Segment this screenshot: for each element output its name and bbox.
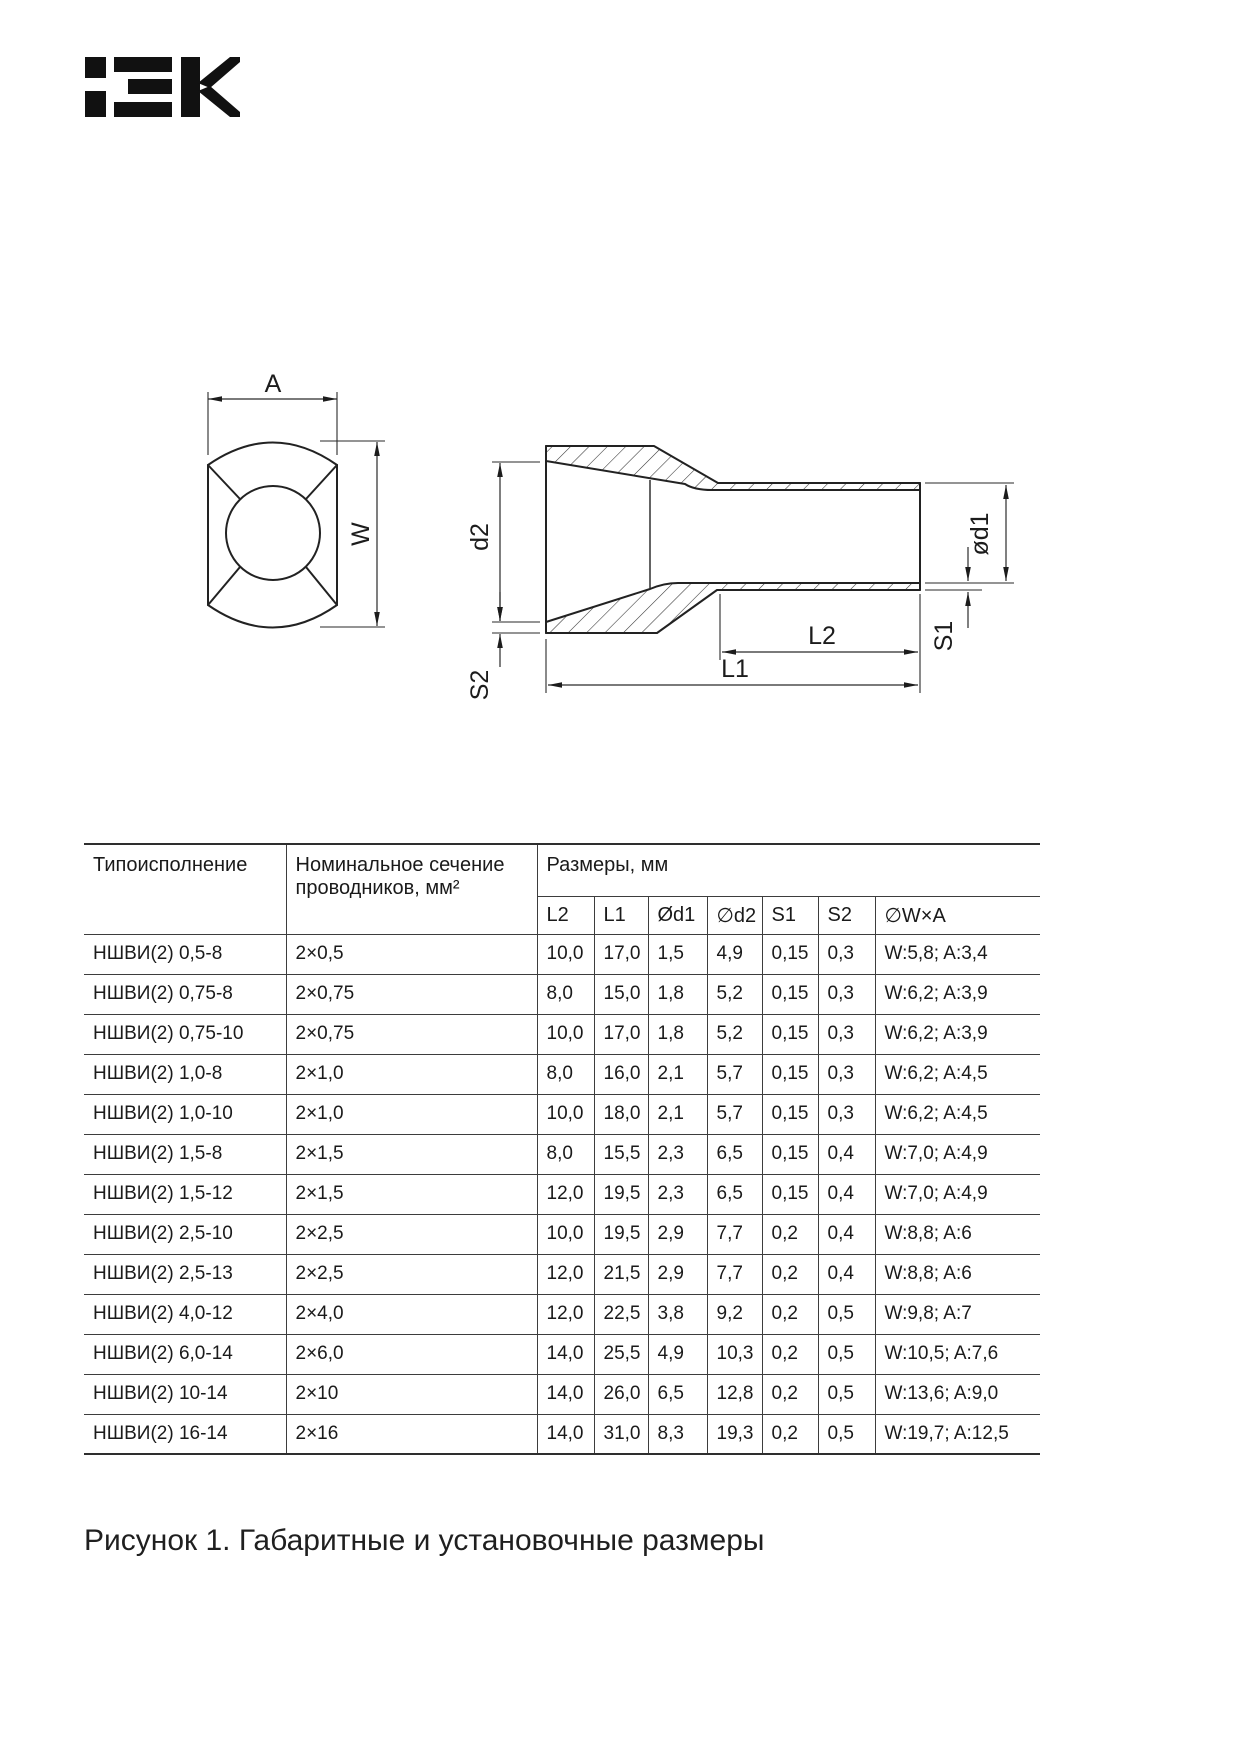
table-cell: W:13,6; A:9,0 <box>875 1374 1040 1414</box>
table-cell: W:6,2; A:4,5 <box>875 1054 1040 1094</box>
table-cell: W:9,8; A:7 <box>875 1294 1040 1334</box>
table-cell: 10,3 <box>707 1334 762 1374</box>
figure-drawing <box>80 330 1060 730</box>
table-cell: 0,15 <box>762 934 818 974</box>
table-cell: НШВИ(2) 1,5-8 <box>84 1134 286 1174</box>
table-cell: 0,4 <box>818 1254 875 1294</box>
table-cell: 0,2 <box>762 1214 818 1254</box>
table-cell: 0,3 <box>818 1054 875 1094</box>
table-cell: 0,15 <box>762 1174 818 1214</box>
table-row <box>84 1414 1040 1454</box>
table-cell: 17,0 <box>594 1014 648 1054</box>
table-cell: 6,5 <box>707 1174 762 1214</box>
table-cell: 2×0,75 <box>286 1014 537 1054</box>
table-cell: 22,5 <box>594 1294 648 1334</box>
table-cell: 2×2,5 <box>286 1214 537 1254</box>
table-cell: 21,5 <box>594 1254 648 1294</box>
table-cell: W:6,2; A:3,9 <box>875 1014 1040 1054</box>
dim-label-w: W <box>347 522 375 546</box>
bottom-wall-section <box>546 583 920 633</box>
side-view <box>466 446 1014 700</box>
table-row <box>84 1294 1040 1334</box>
table-cell: 0,5 <box>818 1374 875 1414</box>
table-cell: W:8,8; A:6 <box>875 1214 1040 1254</box>
table-cell: 14,0 <box>537 1414 594 1454</box>
table-cell: 3,8 <box>648 1294 707 1334</box>
table-cell: 5,2 <box>707 1014 762 1054</box>
table-cell: НШВИ(2) 6,0-14 <box>84 1334 286 1374</box>
table-cell: 2×0,75 <box>286 974 537 1014</box>
table-cell: 2×1,5 <box>286 1174 537 1214</box>
table-cell: 17,0 <box>594 934 648 974</box>
table-cell: 2×4,0 <box>286 1294 537 1334</box>
table-cell: НШВИ(2) 1,0-8 <box>84 1054 286 1094</box>
table-cell: 14,0 <box>537 1374 594 1414</box>
table-cell: 2×16 <box>286 1414 537 1454</box>
table-cell: 4,9 <box>648 1334 707 1374</box>
table-cell: 7,7 <box>707 1254 762 1294</box>
table-cell: 0,5 <box>818 1334 875 1374</box>
table-cell: 2,3 <box>648 1134 707 1174</box>
table-cell: 1,8 <box>648 1014 707 1054</box>
table-cell: 0,5 <box>818 1294 875 1334</box>
iek-logo <box>84 57 244 119</box>
table-row <box>84 1054 1040 1094</box>
table-row <box>84 1374 1040 1414</box>
col-header-section: Номинальное сечение проводников, мм² <box>286 844 537 934</box>
table-cell: 2,1 <box>648 1094 707 1134</box>
table-cell: 7,7 <box>707 1214 762 1254</box>
table-row <box>84 1014 1040 1054</box>
col-header-d2: ∅d2 <box>707 896 762 934</box>
col-header-s1: S1 <box>762 896 818 934</box>
dim-label-d2: d2 <box>466 523 494 551</box>
table-cell: 2×10 <box>286 1374 537 1414</box>
table-cell: W:5,8; A:3,4 <box>875 934 1040 974</box>
table-cell: НШВИ(2) 4,0-12 <box>84 1294 286 1334</box>
table-cell: 0,15 <box>762 1094 818 1134</box>
col-header-d1: Ød1 <box>648 896 707 934</box>
table-cell: 2×2,5 <box>286 1254 537 1294</box>
table-cell: 8,3 <box>648 1414 707 1454</box>
table-cell: 5,7 <box>707 1094 762 1134</box>
table-cell: 1,5 <box>648 934 707 974</box>
table-cell: 2×1,0 <box>286 1054 537 1094</box>
table-cell: 12,0 <box>537 1294 594 1334</box>
table-cell: 15,5 <box>594 1134 648 1174</box>
table-cell: 2,9 <box>648 1254 707 1294</box>
table-cell: 0,4 <box>818 1174 875 1214</box>
table-cell: 31,0 <box>594 1414 648 1454</box>
table-row <box>84 1134 1040 1174</box>
table-cell: W:10,5; A:7,6 <box>875 1334 1040 1374</box>
table-cell: W:8,8; A:6 <box>875 1254 1040 1294</box>
table-cell: 12,0 <box>537 1174 594 1214</box>
table-cell: НШВИ(2) 10-14 <box>84 1374 286 1414</box>
table-cell: 6,5 <box>648 1374 707 1414</box>
col-header-l2: L2 <box>537 896 594 934</box>
table-cell: 9,2 <box>707 1294 762 1334</box>
table-cell: 5,2 <box>707 974 762 1014</box>
table-cell: НШВИ(2) 2,5-10 <box>84 1214 286 1254</box>
table-cell: 0,5 <box>818 1414 875 1454</box>
table-cell: 18,0 <box>594 1094 648 1134</box>
iek-logo-glyphs <box>85 57 240 117</box>
table-cell: 25,5 <box>594 1334 648 1374</box>
table-cell: 14,0 <box>537 1334 594 1374</box>
dimensions-table <box>84 843 1040 1455</box>
table-cell: 15,0 <box>594 974 648 1014</box>
table-cell: 0,3 <box>818 1094 875 1134</box>
table-cell: 4,9 <box>707 934 762 974</box>
table-cell: НШВИ(2) 16-14 <box>84 1414 286 1454</box>
table-cell: НШВИ(2) 0,75-8 <box>84 974 286 1014</box>
table-cell: 0,3 <box>818 974 875 1014</box>
table-cell: W:6,2; A:3,9 <box>875 974 1040 1014</box>
table-cell: 10,0 <box>537 1014 594 1054</box>
table-row <box>84 1254 1040 1294</box>
table-cell: 0,2 <box>762 1414 818 1454</box>
dim-label-l1: L1 <box>721 655 749 683</box>
table-cell: 0,2 <box>762 1334 818 1374</box>
col-header-sizes: Размеры, мм <box>537 844 1040 896</box>
table-row <box>84 1174 1040 1214</box>
table-cell: 0,15 <box>762 974 818 1014</box>
table-cell: НШВИ(2) 0,5-8 <box>84 934 286 974</box>
table-row <box>84 1094 1040 1134</box>
table-cell: 10,0 <box>537 934 594 974</box>
table-cell: 0,4 <box>818 1134 875 1174</box>
col-header-type: Типоисполнение <box>84 844 286 934</box>
dim-label-a: A <box>264 370 282 398</box>
table-cell: 19,5 <box>594 1214 648 1254</box>
table-cell: 0,15 <box>762 1014 818 1054</box>
table-cell: 2×1,0 <box>286 1094 537 1134</box>
table-cell: W:7,0; A:4,9 <box>875 1134 1040 1174</box>
table-cell: 1,8 <box>648 974 707 1014</box>
wire-opening-circle <box>226 486 320 580</box>
col-header-l1: L1 <box>594 896 648 934</box>
table-cell: НШВИ(2) 2,5-13 <box>84 1254 286 1294</box>
dim-label-s1: S1 <box>930 620 958 652</box>
table-cell: W:6,2; A:4,5 <box>875 1094 1040 1134</box>
table-body <box>84 934 1040 1454</box>
table-cell: 5,7 <box>707 1054 762 1094</box>
table-cell: 8,0 <box>537 974 594 1014</box>
table-cell: 2,9 <box>648 1214 707 1254</box>
dim-label-s2: S2 <box>466 669 494 701</box>
table-cell: 2×1,5 <box>286 1134 537 1174</box>
table-cell: 8,0 <box>537 1134 594 1174</box>
table-cell: 19,3 <box>707 1414 762 1454</box>
table-cell: НШВИ(2) 0,75-10 <box>84 1014 286 1054</box>
dim-label-l2: L2 <box>808 622 836 650</box>
front-view <box>208 370 385 628</box>
table-cell: 0,3 <box>818 1014 875 1054</box>
table-cell: 2,3 <box>648 1174 707 1214</box>
table-cell: 16,0 <box>594 1054 648 1094</box>
top-wall-section <box>546 446 920 490</box>
table-cell: 12,8 <box>707 1374 762 1414</box>
table-cell: 19,5 <box>594 1174 648 1214</box>
table-cell: 2,1 <box>648 1054 707 1094</box>
table-cell: W:19,7; A:12,5 <box>875 1414 1040 1454</box>
table-cell: 0,15 <box>762 1134 818 1174</box>
table-cell: НШВИ(2) 1,0-10 <box>84 1094 286 1134</box>
col-header-wa: ∅W×A <box>875 896 1040 934</box>
table-row <box>84 974 1040 1014</box>
table-cell: 10,0 <box>537 1214 594 1254</box>
table-cell: 0,2 <box>762 1294 818 1334</box>
col-header-s2: S2 <box>818 896 875 934</box>
table-row <box>84 1214 1040 1254</box>
dim-label-d1: ød1 <box>966 512 994 556</box>
table-cell: 26,0 <box>594 1374 648 1414</box>
table-row <box>84 934 1040 974</box>
table-cell: 0,2 <box>762 1374 818 1414</box>
table-cell: W:7,0; A:4,9 <box>875 1174 1040 1214</box>
table-cell: 0,15 <box>762 1054 818 1094</box>
table-cell: 2×0,5 <box>286 934 537 974</box>
table-cell: НШВИ(2) 1,5-12 <box>84 1174 286 1214</box>
table-cell: 2×6,0 <box>286 1334 537 1374</box>
table-row <box>84 1334 1040 1374</box>
table-cell: 0,3 <box>818 934 875 974</box>
figure-caption: Рисунок 1. Габаритные и установочные размеры <box>84 1524 765 1557</box>
table-cell: 0,2 <box>762 1254 818 1294</box>
table-cell: 8,0 <box>537 1054 594 1094</box>
table-cell: 0,4 <box>818 1214 875 1254</box>
table-cell: 10,0 <box>537 1094 594 1134</box>
table-cell: 12,0 <box>537 1254 594 1294</box>
table-cell: 6,5 <box>707 1134 762 1174</box>
